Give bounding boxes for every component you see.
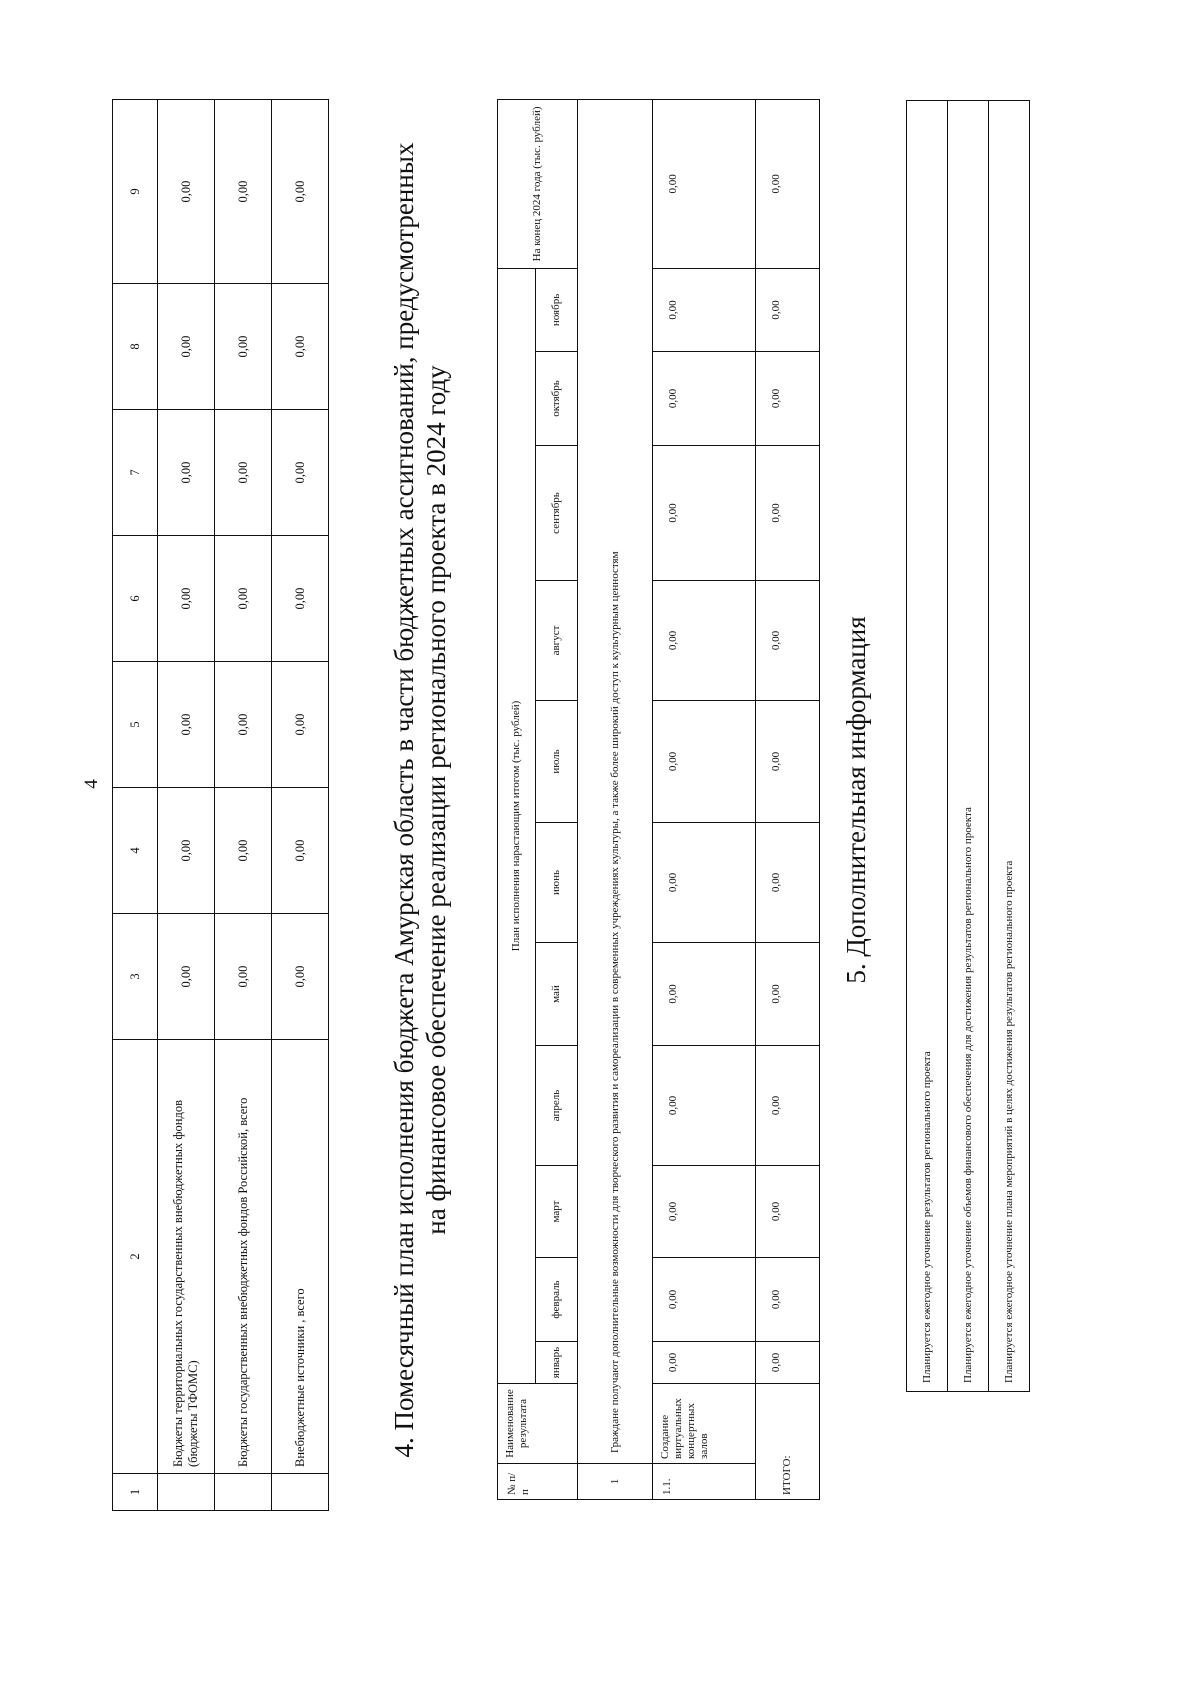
value-cell: 0,00 [756,823,820,943]
value-cell: 0,00 [215,284,272,410]
month-header: сентябрь [535,446,577,581]
value-cell: 0,00 [653,1342,756,1384]
column-number: 7 [113,410,158,536]
value-cell: 0,00 [653,268,756,351]
value-cell: 0,00 [653,823,756,943]
table-row [272,100,329,1511]
column-number: 1 [113,1474,158,1511]
value-cell: 0,00 [653,1046,756,1166]
value-cell: 0,00 [272,284,329,410]
value-cell: 0,00 [215,662,272,788]
value-cell: 0,00 [756,1258,820,1342]
value-cell: 0,00 [653,581,756,701]
info-line: Планируется ежегодное уточнение плана мероприятий в целях достижения результатов регионального проекта [989,101,1030,1392]
value-cell: 0,00 [653,943,756,1046]
end-value-cell: 0,00 [756,99,820,268]
value-cell: 0,00 [158,100,215,284]
page-number: 4 [81,779,102,789]
funding-sources-table [112,99,329,1511]
column-number: 6 [113,536,158,662]
end-value-cell: 0,00 [653,99,756,268]
value-cell: 0,00 [215,410,272,536]
value-cell: 0,00 [756,446,820,581]
goal-text: Граждане получают дополнительные возможности для творческого развития и самореализации в современных учреждениях культуры, а также более широкий доступ к культурным ценностям [578,99,653,1463]
row-name: Внебюджетные источники , всего [272,1040,329,1474]
value-cell: 0,00 [158,914,215,1040]
value-cell: 0,00 [215,914,272,1040]
table-row [948,101,989,1392]
table-header-row [113,100,158,1511]
goal-row [578,99,653,1499]
column-number: 5 [113,662,158,788]
column-number: 3 [113,914,158,1040]
column-number: 8 [113,284,158,410]
value-cell: 0,00 [653,701,756,823]
value-cell: 0,00 [653,1166,756,1258]
column-number: 4 [113,788,158,914]
value-cell: 0,00 [215,788,272,914]
value-cell: 0,00 [215,100,272,284]
additional-info-table [906,100,1030,1392]
monthly-plan-table [497,99,820,1500]
value-cell: 0,00 [756,701,820,823]
table-header-row [498,99,536,1499]
value-cell: 0,00 [756,1166,820,1258]
table-row [907,101,948,1392]
info-line: Планируется ежегодное уточнение результатов регионального проекта [907,101,948,1392]
value-cell: 0,00 [158,788,215,914]
value-cell: 0,00 [158,536,215,662]
table-header-row [535,99,577,1499]
value-cell: 0,00 [272,410,329,536]
value-cell: 0,00 [215,536,272,662]
value-cell: 0,00 [756,1342,820,1384]
month-header: февраль [535,1258,577,1342]
value-cell: 0,00 [756,943,820,1046]
value-cell: 0,00 [272,662,329,788]
value-cell: 0,00 [272,914,329,1040]
value-cell: 0,00 [272,788,329,914]
section-4-heading [388,100,452,1500]
value-cell: 0,00 [756,581,820,701]
value-cell: 0,00 [756,352,820,446]
value-cell: 0,00 [756,268,820,351]
section-5-heading: 5. Дополнительная информация [841,616,871,984]
total-label: ИТОГО: [756,1384,820,1500]
total-row [756,99,820,1499]
result-number: 1.1. [653,1464,756,1500]
row-name: Бюджеты государственных внебюджетных фондов Российской, всего [215,1040,272,1474]
month-header: ноябрь [535,268,577,351]
value-cell: 0,00 [158,410,215,536]
value-cell: 0,00 [272,100,329,284]
table-row [989,101,1030,1392]
value-cell: 0,00 [653,446,756,581]
column-header-end-of-year: На конец 2024 года (тыс. рублей) [498,99,578,268]
month-header: июль [535,701,577,823]
value-cell: 0,00 [653,1258,756,1342]
result-name: Создание виртуальных концертных залов [653,1384,756,1464]
empty-cell [158,1474,215,1511]
column-header-result-name: Наименование результата [498,1384,578,1464]
value-cell: 0,00 [158,284,215,410]
empty-cell [272,1474,329,1511]
section-4-title-line-1: 4. Помесячный план исполнения бюджета Амурская область в части бюджетных ассигнований, предусмотренных [389,142,419,1458]
value-cell: 0,00 [756,1046,820,1166]
month-header: август [535,581,577,701]
info-line: Планируется ежегодное уточнение объемов финансового обеспечения для достижения результатов регионального проекта [948,101,989,1392]
table-row [158,100,215,1511]
table-row [653,99,756,1499]
value-cell: 0,00 [158,662,215,788]
column-number: 9 [113,100,158,284]
section-4-title-line-2: на финансовое обеспечение реализации регионального проекта в 2024 году [421,365,451,1235]
value-cell: 0,00 [653,352,756,446]
column-header-number: № п/п [498,1464,578,1500]
month-header: март [535,1166,577,1258]
empty-cell [215,1474,272,1511]
row-name: Бюджеты территориальных государственных внебюджетных фондов (бюджеты ТФОМС) [158,1040,215,1474]
column-header-plan: План исполнения нарастающим итогом (тыс. рублей) [498,268,536,1383]
month-header: октябрь [535,352,577,446]
month-header: январь [535,1342,577,1384]
month-header: май [535,943,577,1046]
goal-number: 1 [578,1464,653,1500]
month-header: июнь [535,823,577,943]
column-number: 2 [113,1040,158,1474]
table-row [215,100,272,1511]
value-cell: 0,00 [272,536,329,662]
month-header: апрель [535,1046,577,1166]
